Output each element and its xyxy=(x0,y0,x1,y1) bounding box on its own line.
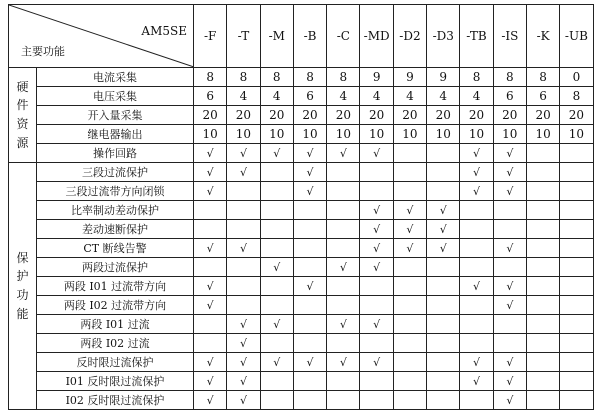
check-mark-cell: √ xyxy=(194,353,227,372)
value-cell xyxy=(560,144,593,163)
value-cell xyxy=(194,258,227,277)
category-char: 保 xyxy=(16,250,29,265)
check-mark-cell: √ xyxy=(260,353,293,372)
check-mark-cell: √ xyxy=(460,353,493,372)
value-cell xyxy=(460,258,493,277)
value-cell xyxy=(526,201,559,220)
value-cell xyxy=(227,296,260,315)
column-header: -K xyxy=(526,5,559,68)
check-mark-cell: √ xyxy=(194,277,227,296)
value-cell xyxy=(327,163,360,182)
check-mark-cell: √ xyxy=(360,144,393,163)
value-cell: 8 xyxy=(493,68,526,87)
value-cell xyxy=(293,201,326,220)
value-cell xyxy=(427,391,460,410)
column-header: -F xyxy=(194,5,227,68)
function-name-cell: 操作回路 xyxy=(37,144,194,163)
value-cell xyxy=(194,315,227,334)
header-row xyxy=(9,5,594,68)
category-char: 硬 xyxy=(16,79,29,94)
value-cell xyxy=(327,201,360,220)
value-cell xyxy=(560,239,593,258)
value-cell xyxy=(227,258,260,277)
category-char: 能 xyxy=(16,306,29,321)
value-cell xyxy=(327,391,360,410)
function-name-cell: 两段 I01 过流带方向 xyxy=(37,277,194,296)
function-name-cell: CT 断线告警 xyxy=(37,239,194,258)
table-row xyxy=(9,296,594,315)
value-cell xyxy=(427,334,460,353)
value-cell: 20 xyxy=(293,106,326,125)
value-cell xyxy=(194,201,227,220)
category-cell xyxy=(9,68,37,163)
check-mark-cell: √ xyxy=(460,144,493,163)
function-name-cell: I02 反时限过流保护 xyxy=(37,391,194,410)
value-cell: 8 xyxy=(460,68,493,87)
value-cell xyxy=(493,258,526,277)
table-row xyxy=(9,87,594,106)
value-cell xyxy=(560,201,593,220)
value-cell xyxy=(260,296,293,315)
check-mark-cell: √ xyxy=(360,315,393,334)
value-cell xyxy=(560,315,593,334)
value-cell xyxy=(560,277,593,296)
value-cell xyxy=(526,296,559,315)
table-row xyxy=(9,68,594,87)
value-cell xyxy=(393,277,426,296)
value-cell: 20 xyxy=(194,106,227,125)
column-header: -C xyxy=(327,5,360,68)
value-cell xyxy=(360,372,393,391)
value-cell xyxy=(360,391,393,410)
check-mark-cell: √ xyxy=(393,201,426,220)
check-mark-cell: √ xyxy=(227,239,260,258)
function-name-cell: 继电器输出 xyxy=(37,125,194,144)
value-cell xyxy=(427,372,460,391)
check-mark-cell: √ xyxy=(493,353,526,372)
value-cell: 10 xyxy=(260,125,293,144)
value-cell: 8 xyxy=(227,68,260,87)
table-row xyxy=(9,144,594,163)
value-cell: 20 xyxy=(227,106,260,125)
value-cell: 20 xyxy=(327,106,360,125)
value-cell xyxy=(526,220,559,239)
value-cell xyxy=(360,334,393,353)
column-header: -D2 xyxy=(393,5,426,68)
value-cell xyxy=(293,372,326,391)
check-mark-cell: √ xyxy=(194,239,227,258)
function-name-cell: 两段 I02 过流 xyxy=(37,334,194,353)
check-mark-cell: √ xyxy=(194,163,227,182)
value-cell: 9 xyxy=(427,68,460,87)
check-mark-cell: √ xyxy=(360,258,393,277)
value-cell xyxy=(260,239,293,258)
column-header: -B xyxy=(293,5,326,68)
function-name-cell: 比率制动差动保护 xyxy=(37,201,194,220)
value-cell xyxy=(460,201,493,220)
check-mark-cell: √ xyxy=(293,182,326,201)
value-cell xyxy=(293,315,326,334)
value-cell: 20 xyxy=(393,106,426,125)
check-mark-cell: √ xyxy=(460,372,493,391)
value-cell: 20 xyxy=(460,106,493,125)
value-cell xyxy=(526,277,559,296)
check-mark-cell: √ xyxy=(493,296,526,315)
category-cell xyxy=(9,163,37,410)
value-cell: 20 xyxy=(493,106,526,125)
column-header: -MD xyxy=(360,5,393,68)
value-cell xyxy=(327,277,360,296)
function-name-cell: 三段过流保护 xyxy=(37,163,194,182)
value-cell xyxy=(493,201,526,220)
check-mark-cell: √ xyxy=(393,239,426,258)
check-mark-cell: √ xyxy=(427,220,460,239)
value-cell xyxy=(293,391,326,410)
value-cell xyxy=(293,239,326,258)
check-mark-cell: √ xyxy=(293,163,326,182)
value-cell xyxy=(526,334,559,353)
function-name-cell: 两段 I02 过流带方向 xyxy=(37,296,194,315)
check-mark-cell: √ xyxy=(260,315,293,334)
check-mark-cell: √ xyxy=(293,144,326,163)
table-row xyxy=(9,182,594,201)
check-mark-cell: √ xyxy=(327,315,360,334)
check-mark-cell: √ xyxy=(460,163,493,182)
value-cell xyxy=(360,182,393,201)
value-cell xyxy=(427,277,460,296)
value-cell xyxy=(293,296,326,315)
check-mark-cell: √ xyxy=(194,296,227,315)
check-mark-cell: √ xyxy=(194,391,227,410)
value-cell xyxy=(427,315,460,334)
value-cell xyxy=(260,182,293,201)
value-cell xyxy=(260,220,293,239)
check-mark-cell: √ xyxy=(327,258,360,277)
value-cell: 4 xyxy=(460,87,493,106)
value-cell xyxy=(393,144,426,163)
value-cell xyxy=(460,220,493,239)
value-cell xyxy=(360,277,393,296)
check-mark-cell: √ xyxy=(227,315,260,334)
check-mark-cell: √ xyxy=(260,258,293,277)
value-cell: 20 xyxy=(560,106,593,125)
value-cell xyxy=(460,296,493,315)
value-cell: 20 xyxy=(360,106,393,125)
value-cell xyxy=(393,334,426,353)
value-cell: 20 xyxy=(260,106,293,125)
value-cell: 8 xyxy=(526,68,559,87)
column-header: -TB xyxy=(460,5,493,68)
function-name-cell: 开入量采集 xyxy=(37,106,194,125)
value-cell xyxy=(227,220,260,239)
value-cell: 4 xyxy=(227,87,260,106)
value-cell xyxy=(260,277,293,296)
value-cell: 6 xyxy=(526,87,559,106)
value-cell xyxy=(393,372,426,391)
value-cell xyxy=(194,334,227,353)
category-char: 功 xyxy=(16,288,29,302)
function-name-cell: 差动速断保护 xyxy=(37,220,194,239)
value-cell xyxy=(260,201,293,220)
column-header: -D3 xyxy=(427,5,460,68)
value-cell xyxy=(227,182,260,201)
value-cell xyxy=(526,182,559,201)
check-mark-cell: √ xyxy=(493,144,526,163)
table-body xyxy=(9,5,594,410)
value-cell: 10 xyxy=(427,125,460,144)
value-cell: 10 xyxy=(360,125,393,144)
check-mark-cell: √ xyxy=(194,372,227,391)
value-cell: 6 xyxy=(493,87,526,106)
value-cell xyxy=(560,163,593,182)
check-mark-cell: √ xyxy=(227,163,260,182)
function-name-cell: 两段过流保护 xyxy=(37,258,194,277)
check-mark-cell: √ xyxy=(360,239,393,258)
check-mark-cell: √ xyxy=(493,163,526,182)
value-cell xyxy=(393,315,426,334)
value-cell xyxy=(560,258,593,277)
value-cell: 4 xyxy=(393,87,426,106)
table-row xyxy=(9,315,594,334)
function-name-cell: 两段 I01 过流 xyxy=(37,315,194,334)
value-cell: 6 xyxy=(293,87,326,106)
value-cell xyxy=(560,220,593,239)
function-name-cell: 电流采集 xyxy=(37,68,194,87)
value-cell xyxy=(393,258,426,277)
function-label: 主要功能 xyxy=(21,45,65,58)
value-cell: 9 xyxy=(360,68,393,87)
check-mark-cell: √ xyxy=(260,144,293,163)
check-mark-cell: √ xyxy=(360,353,393,372)
check-mark-cell: √ xyxy=(327,353,360,372)
value-cell xyxy=(393,163,426,182)
diagonal-header-cell xyxy=(9,5,194,68)
value-cell xyxy=(526,239,559,258)
table-row xyxy=(9,334,594,353)
check-mark-cell: √ xyxy=(360,220,393,239)
check-mark-cell: √ xyxy=(293,353,326,372)
value-cell: 20 xyxy=(427,106,460,125)
value-cell: 4 xyxy=(260,87,293,106)
value-cell xyxy=(560,334,593,353)
table-row xyxy=(9,125,594,144)
value-cell: 4 xyxy=(327,87,360,106)
table-row xyxy=(9,258,594,277)
function-name-cell: 反时限过流保护 xyxy=(37,353,194,372)
value-cell xyxy=(427,353,460,372)
value-cell xyxy=(493,334,526,353)
value-cell xyxy=(493,220,526,239)
value-cell xyxy=(327,239,360,258)
value-cell: 4 xyxy=(427,87,460,106)
check-mark-cell: √ xyxy=(393,220,426,239)
value-cell: 8 xyxy=(293,68,326,87)
value-cell xyxy=(460,391,493,410)
value-cell: 10 xyxy=(327,125,360,144)
value-cell xyxy=(260,163,293,182)
value-cell xyxy=(560,353,593,372)
value-cell xyxy=(393,391,426,410)
value-cell: 10 xyxy=(293,125,326,144)
value-cell xyxy=(293,334,326,353)
column-header: -UB xyxy=(560,5,593,68)
value-cell xyxy=(427,258,460,277)
check-mark-cell: √ xyxy=(427,239,460,258)
value-cell xyxy=(526,315,559,334)
table-row xyxy=(9,372,594,391)
value-cell xyxy=(260,334,293,353)
check-mark-cell: √ xyxy=(194,144,227,163)
function-name-cell: I01 反时限过流保护 xyxy=(37,372,194,391)
column-header: -M xyxy=(260,5,293,68)
value-cell xyxy=(393,296,426,315)
value-cell xyxy=(427,144,460,163)
check-mark-cell: √ xyxy=(493,277,526,296)
value-cell xyxy=(526,391,559,410)
value-cell xyxy=(260,372,293,391)
function-name-cell: 三段过流带方向闭锁 xyxy=(37,182,194,201)
function-name-cell: 电压采集 xyxy=(37,87,194,106)
category-char: 源 xyxy=(16,135,29,150)
check-mark-cell: √ xyxy=(227,334,260,353)
category-char: 资 xyxy=(16,117,29,131)
check-mark-cell: √ xyxy=(360,201,393,220)
value-cell xyxy=(227,201,260,220)
category-char: 护 xyxy=(16,269,29,284)
value-cell xyxy=(360,296,393,315)
table-row xyxy=(9,220,594,239)
category-char: 件 xyxy=(16,98,29,113)
value-cell: 8 xyxy=(194,68,227,87)
check-mark-cell: √ xyxy=(227,372,260,391)
value-cell xyxy=(526,144,559,163)
check-mark-cell: √ xyxy=(493,182,526,201)
check-mark-cell: √ xyxy=(493,372,526,391)
value-cell: 10 xyxy=(194,125,227,144)
table-row xyxy=(9,277,594,296)
value-cell xyxy=(327,296,360,315)
value-cell xyxy=(327,182,360,201)
value-cell xyxy=(360,163,393,182)
check-mark-cell: √ xyxy=(227,353,260,372)
value-cell xyxy=(460,315,493,334)
check-mark-cell: √ xyxy=(194,182,227,201)
value-cell xyxy=(260,391,293,410)
value-cell: 8 xyxy=(560,87,593,106)
value-cell xyxy=(560,182,593,201)
value-cell xyxy=(526,163,559,182)
value-cell: 4 xyxy=(360,87,393,106)
value-cell xyxy=(327,372,360,391)
value-cell xyxy=(560,372,593,391)
value-cell: 10 xyxy=(560,125,593,144)
value-cell xyxy=(327,220,360,239)
check-mark-cell: √ xyxy=(427,201,460,220)
value-cell: 10 xyxy=(526,125,559,144)
column-header: -IS xyxy=(493,5,526,68)
check-mark-cell: √ xyxy=(493,239,526,258)
value-cell xyxy=(526,353,559,372)
value-cell: 0 xyxy=(560,68,593,87)
function-comparison-table xyxy=(8,4,594,410)
value-cell: 10 xyxy=(227,125,260,144)
table-row xyxy=(9,201,594,220)
check-mark-cell: √ xyxy=(460,277,493,296)
check-mark-cell: √ xyxy=(460,182,493,201)
check-mark-cell: √ xyxy=(493,391,526,410)
value-cell xyxy=(393,182,426,201)
value-cell xyxy=(327,334,360,353)
table-row xyxy=(9,106,594,125)
table-row xyxy=(9,353,594,372)
value-cell xyxy=(293,258,326,277)
value-cell: 10 xyxy=(393,125,426,144)
check-mark-cell: √ xyxy=(227,391,260,410)
value-cell xyxy=(194,220,227,239)
value-cell xyxy=(427,182,460,201)
check-mark-cell: √ xyxy=(293,277,326,296)
value-cell xyxy=(293,220,326,239)
value-cell xyxy=(427,163,460,182)
table-row xyxy=(9,239,594,258)
value-cell xyxy=(526,258,559,277)
value-cell xyxy=(493,315,526,334)
model-label: AM5SE xyxy=(141,24,187,38)
value-cell xyxy=(560,391,593,410)
value-cell: 20 xyxy=(526,106,559,125)
check-mark-cell: √ xyxy=(227,144,260,163)
table-row xyxy=(9,163,594,182)
value-cell xyxy=(460,239,493,258)
value-cell xyxy=(227,277,260,296)
value-cell xyxy=(526,372,559,391)
value-cell: 8 xyxy=(327,68,360,87)
column-header: -T xyxy=(227,5,260,68)
value-cell: 6 xyxy=(194,87,227,106)
check-mark-cell: √ xyxy=(327,144,360,163)
value-cell xyxy=(393,353,426,372)
value-cell: 10 xyxy=(493,125,526,144)
value-cell: 9 xyxy=(393,68,426,87)
value-cell: 8 xyxy=(260,68,293,87)
value-cell: 10 xyxy=(460,125,493,144)
value-cell xyxy=(427,296,460,315)
table-row xyxy=(9,391,594,410)
value-cell xyxy=(460,334,493,353)
value-cell xyxy=(560,296,593,315)
